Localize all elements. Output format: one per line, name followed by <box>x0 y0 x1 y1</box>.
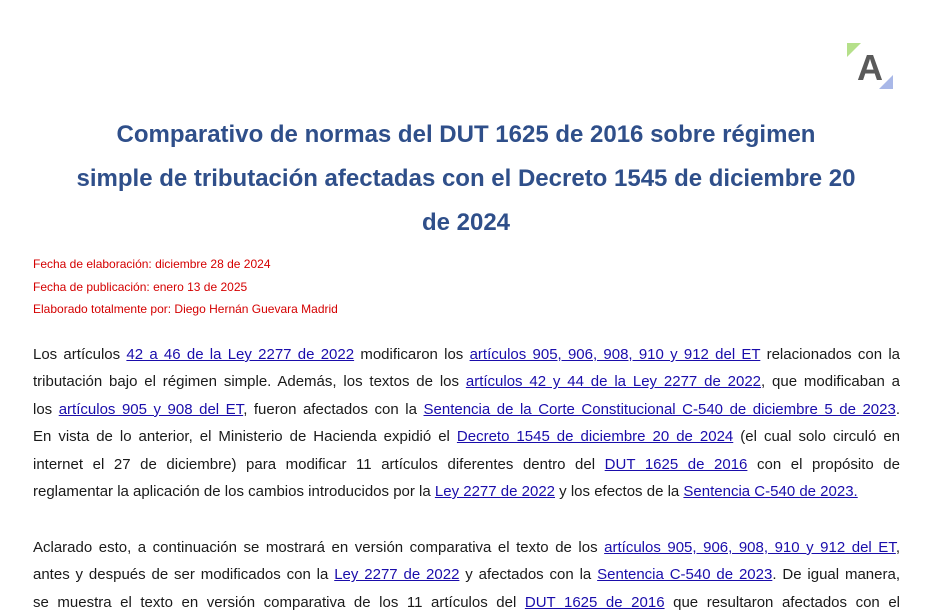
paragraph-text: relacionados con la <box>760 346 900 363</box>
paragraph-text: y afectados con la <box>459 566 598 584</box>
paragraph-text: reglamentar la aplicación de los cambios introducidos por la <box>33 483 435 501</box>
reference-link[interactable]: Sentencia C-540 de 2023. <box>683 483 858 501</box>
paragraph-text: con el propósito de <box>747 455 900 473</box>
svg-text:A: A <box>857 47 883 88</box>
paragraph-text: , <box>895 539 900 556</box>
brand-logo-icon <box>846 42 894 90</box>
reference-link[interactable]: DUT 1625 de 2016 <box>604 455 748 473</box>
paragraph-line <box>33 589 900 616</box>
paragraph-text: internet el 27 de diciembre) para modificar 11 artículos diferentes dentro del <box>33 455 605 473</box>
paragraph-aclaracion <box>33 534 900 616</box>
reference-link[interactable]: Decreto 1545 de diciembre 20 de 2024 <box>456 428 734 446</box>
paragraph-line <box>33 368 900 395</box>
paragraph-line <box>33 423 900 450</box>
paragraph-line <box>33 478 900 505</box>
reference-link[interactable]: Ley 2277 de 2022 <box>434 483 556 501</box>
paragraph-text: se muestra el texto en versión comparativa de los 11 artículos del <box>33 593 525 611</box>
paragraph-line <box>33 451 900 478</box>
reference-link[interactable]: 42 a 46 de la Ley 2277 de 2022 <box>126 346 355 363</box>
fecha-elaboracion: Fecha de elaboración: diciembre 28 de 2024 <box>33 257 271 271</box>
paragraph-line <box>33 341 900 368</box>
fecha-publicacion: Fecha de publicación: enero 13 de 2025 <box>33 279 248 294</box>
document-title <box>30 113 902 245</box>
paragraph-text: . <box>895 400 901 418</box>
reference-link[interactable]: artículos 905, 906, 908, 910 y 912 del ET <box>469 346 761 363</box>
reference-link[interactable]: Ley 2277 de 2022 <box>334 566 460 584</box>
paragraph-text: . De igual manera, <box>772 566 900 584</box>
paragraph-line <box>33 561 900 588</box>
title-line: de 2024 <box>421 209 511 236</box>
paragraph-text: En vista de lo anterior, el Ministerio de Hacienda expidió el <box>33 428 457 446</box>
paragraph-text: Aclarado esto, a continuación se mostrará en versión comparativa el texto de los <box>33 539 605 556</box>
paragraph-text: que resultaron afectados con el <box>664 593 900 611</box>
paragraph-text: y los efectos de la <box>555 483 684 501</box>
paragraph-text: , fueron afectados con la <box>243 400 424 418</box>
autor: Elaborado totalmente por: Diego Hernán Guevara Madrid <box>33 302 338 316</box>
document-meta <box>33 254 338 322</box>
paragraph-line <box>33 396 900 423</box>
reference-link[interactable]: Sentencia de la Corte Constitucional C-540 de diciembre 5 de 2023 <box>423 400 896 418</box>
paragraph-text: , que modificaban a <box>761 373 900 391</box>
reference-link[interactable]: artículos 905 y 908 del ET <box>58 400 244 418</box>
paragraph-text: tributación bajo el régimen simple. Además, los textos de los <box>33 373 466 391</box>
paragraph-text: (el cual solo circuló en <box>733 428 901 446</box>
paragraph-text: Los artículos <box>33 346 127 363</box>
paragraph-text: antes y después de ser modificados con la <box>33 566 335 584</box>
title-line: simple de tributación afectadas con el Decreto 1545 de diciembre 20 <box>76 165 856 192</box>
paragraph-text: modificaron los <box>354 346 470 363</box>
reference-link[interactable]: artículos 905, 906, 908, 910 y 912 del ET <box>604 539 896 556</box>
paragraph-text: los <box>33 400 59 418</box>
paragraph-intro <box>33 341 900 505</box>
paragraph-line <box>33 534 900 561</box>
title-line: Comparativo de normas del DUT 1625 de 2016 sobre régimen <box>116 121 816 148</box>
reference-link[interactable]: artículos 42 y 44 de la Ley 2277 de 2022 <box>465 373 762 391</box>
reference-link[interactable]: Sentencia C-540 de 2023 <box>597 566 773 584</box>
reference-link[interactable]: DUT 1625 de 2016 <box>524 593 665 611</box>
